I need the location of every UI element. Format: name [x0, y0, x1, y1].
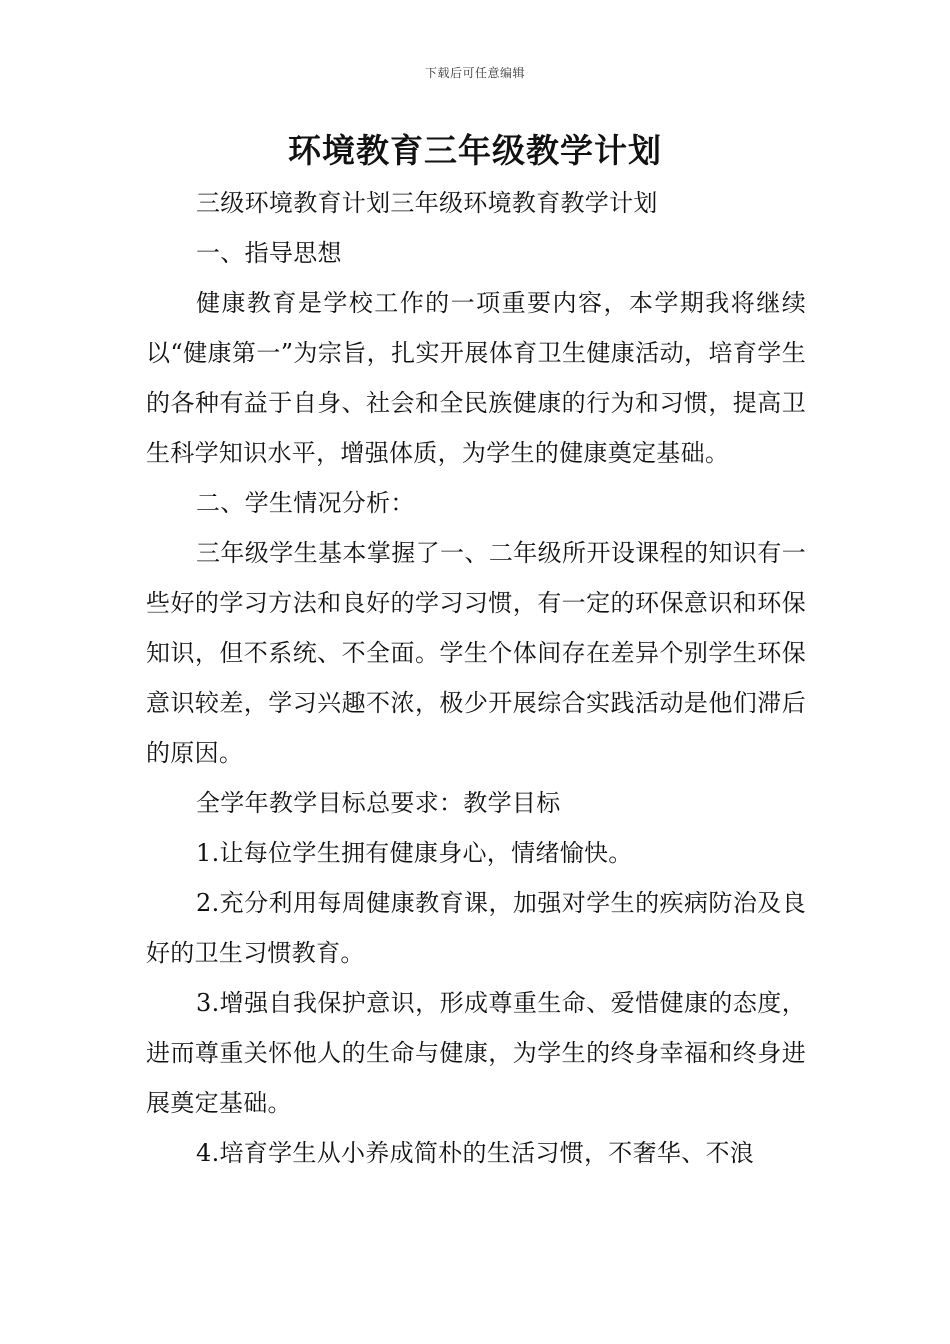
- document-body: [146, 178, 806, 1178]
- header-note: 下载后可任意编辑: [424, 66, 525, 80]
- section-heading-guiding-ideology: 一、指导思想: [196, 239, 342, 267]
- document-title: 环境教育三年级教学计划: [288, 131, 662, 170]
- goal-item-2: 2.充分利用每周健康教育课，加强对学生的疾病防治及良好的卫生习惯教育。: [146, 889, 806, 967]
- subtitle-paragraph: 三级环境教育计划三年级环境教育教学计划: [196, 189, 658, 217]
- goal-item-3: 3.增强自我保护意识，形成尊重生命、爱惜健康的态度，进而尊重关怀他人的生命与健康，为学生的终身幸福和终身进展奠定基础。: [146, 989, 806, 1117]
- goal-item-1: 1.让每位学生拥有健康身心，情绪愉快。: [196, 839, 633, 867]
- section-heading-teaching-goals: 全学年教学目标总要求：教学目标: [196, 789, 561, 817]
- section-heading-student-analysis: 二、学生情况分析：: [196, 489, 415, 517]
- paragraph-student-analysis: 三年级学生基本掌握了一、二年级所开设课程的知识有一些好的学习方法和良好的学习习惯，有一定的环保意识和环保知识，但不系统、不全面。学生个体间存在差异个别学生环保意识较差，学习兴趣不浓，极少开展综合实践活动是他们滞后的原因。: [146, 539, 806, 767]
- paragraph-guiding-ideology: 健康教育是学校工作的一项重要内容，本学期我将继续以“健康第一”为宗旨，扎实开展体育卫生健康活动，培育学生的各种有益于自身、社会和全民族健康的行为和习惯，提高卫生科学知识水平，增强体质，为学生的健康奠定基础。: [146, 289, 806, 467]
- goal-item-4: 4.培育学生从小养成简朴的生活习惯，不奢华、不浪: [196, 1139, 755, 1167]
